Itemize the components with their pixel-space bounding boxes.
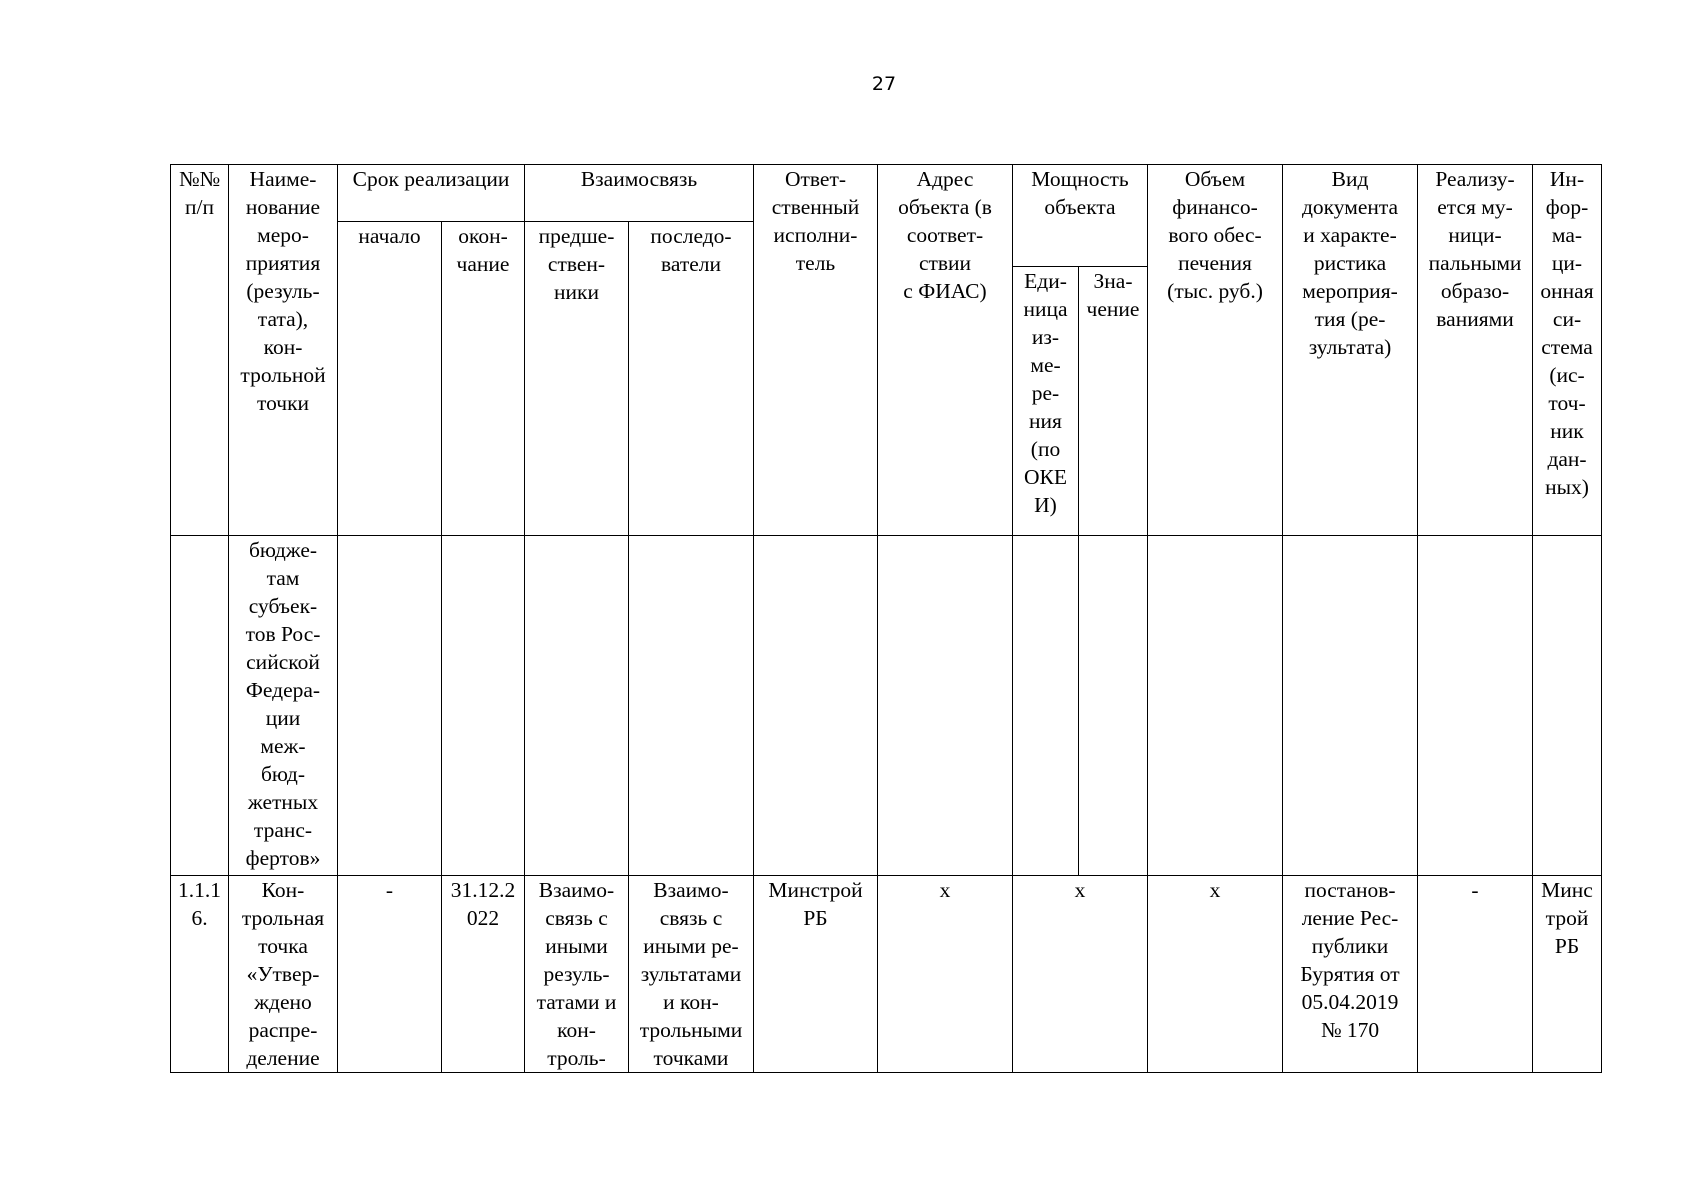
cell-end: 31.12.2 022 bbox=[442, 876, 525, 1073]
header-responsible: Ответ- ственный исполни- тель bbox=[754, 165, 878, 536]
page-number: 27 bbox=[871, 73, 897, 95]
cell-empty bbox=[1148, 536, 1283, 876]
cell-empty bbox=[338, 536, 442, 876]
header-address: Адрес объекта (в соответ- ствии с ФИАС) bbox=[878, 165, 1013, 536]
cell-capacity: x bbox=[1013, 876, 1148, 1073]
header-capacity: Мощность объекта bbox=[1013, 165, 1148, 267]
cell-info-system: Минс трой РБ bbox=[1533, 876, 1602, 1073]
cell-responsible: Минстрой РБ bbox=[754, 876, 878, 1073]
header-municipal: Реализу- ется му- ници- пальными образо- ваниями bbox=[1418, 165, 1533, 536]
cell-empty bbox=[1283, 536, 1418, 876]
cell-finance: x bbox=[1148, 876, 1283, 1073]
cell-address: x bbox=[878, 876, 1013, 1073]
cell-empty bbox=[1013, 536, 1079, 876]
header-name: Наиме- нование меро- приятия (резуль- тата), кон- трольной точки bbox=[229, 165, 338, 536]
header-capacity-value: Зна- чение bbox=[1079, 267, 1148, 536]
cell-num bbox=[171, 536, 229, 876]
cell-pred: Взаимо- связь с иными резуль- татами и кон- троль- bbox=[525, 876, 629, 1073]
cell-num: 1.1.1 6. bbox=[171, 876, 229, 1073]
table-row bbox=[171, 876, 1602, 1073]
header-num: №№ п/п bbox=[171, 165, 229, 536]
cell-doc: постанов- ление Рес- публики Бурятия от 05.04.2019 № 170 bbox=[1283, 876, 1418, 1073]
table-row bbox=[171, 536, 1602, 876]
cell-empty bbox=[525, 536, 629, 876]
cell-empty bbox=[629, 536, 754, 876]
cell-empty bbox=[754, 536, 878, 876]
header-row-1 bbox=[171, 165, 1602, 222]
header-link-pred: предше- ствен- ники bbox=[525, 222, 629, 536]
cell-name: Кон- трольная точка «Утвер- ждено распре- деление bbox=[229, 876, 338, 1073]
cell-municipal: - bbox=[1418, 876, 1533, 1073]
cell-name-continuation: бюдже- там субъек- тов Рос- сийской Федера- ции меж- бюд- жетных транс- фертов» bbox=[229, 536, 338, 876]
cell-empty bbox=[442, 536, 525, 876]
header-capacity-unit: Еди- ница из- ме- ре- ния (по ОКЕ И) bbox=[1013, 267, 1079, 536]
header-link-succ: последо- ватели bbox=[629, 222, 754, 536]
header-finance: Объем финансо- вого обес- печения (тыс. руб.) bbox=[1148, 165, 1283, 536]
plan-table bbox=[170, 164, 1602, 1073]
header-link: Взаимосвязь bbox=[525, 165, 754, 222]
header-term: Срок реализации bbox=[338, 165, 525, 222]
cell-succ: Взаимо- связь с иными ре- зультатами и кон- трольными точками bbox=[629, 876, 754, 1073]
header-term-start: начало bbox=[338, 222, 442, 536]
header-info-system: Ин- фор- ма- ци- онная си- стема (ис- точ- ник дан- ных) bbox=[1533, 165, 1602, 536]
header-term-end: окон- чание bbox=[442, 222, 525, 536]
header-doc-type: Вид документа и характе- ристика мероприя- тия (ре- зультата) bbox=[1283, 165, 1418, 536]
cell-empty bbox=[1079, 536, 1148, 876]
cell-empty bbox=[1418, 536, 1533, 876]
cell-empty bbox=[1533, 536, 1602, 876]
cell-start: - bbox=[338, 876, 442, 1073]
cell-empty bbox=[878, 536, 1013, 876]
